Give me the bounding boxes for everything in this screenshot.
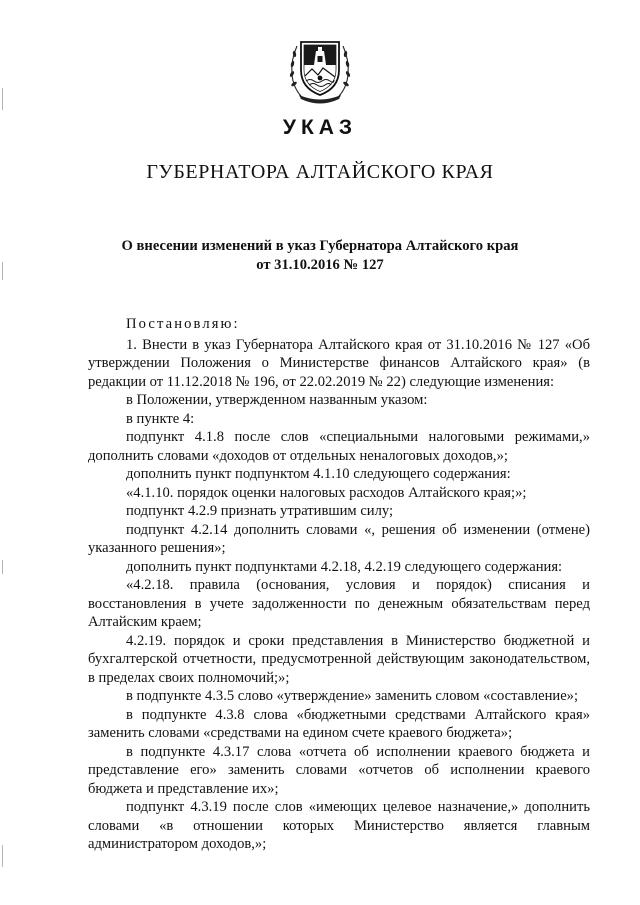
paragraph-11: 4.2.19. порядок и сроки представления в Министерство бюджетной и бухгалтерской отчетности, предусмотренной действующим законодательством, в пределах своих полномочий;»; [88, 632, 590, 686]
paragraph-14: в подпункте 4.3.17 слова «отчета об исполнении краевого бюджета и представление его» заменить словами «отчетов об исполнении краевого бюджета и представление их»; [88, 743, 590, 797]
paragraph-9: дополнить пункт подпунктами 4.2.18, 4.2.19 следующего содержания: [126, 558, 563, 575]
altai-krai-coat-of-arms-icon [287, 32, 353, 106]
paragraph-3: в пункте 4: [126, 410, 195, 427]
paragraph-2: в Положении, утвержденном названным указом: [126, 392, 428, 408]
scan-artifact [2, 560, 3, 574]
document-type-title: УКАЗ [282, 116, 358, 139]
document-heading [90, 237, 550, 275]
paragraph-1: 1. Внести в указ Губернатора Алтайского края от 31.10.2016 № 127 «Об утверждении Положения о Министерстве финансов Алтайского края» (в редакции от 11.12.2018 № 196, от 22.02.2019 № 22) следующие изменения: [88, 336, 590, 390]
scan-artifact [2, 262, 3, 280]
decree-word: Постановляю: [126, 316, 240, 332]
paragraph-13: в подпункте 4.3.8 слова «бюджетными средствами Алтайского края» заменить словами «средствами на едином счете краевого бюджета»; [88, 706, 590, 741]
heading-line-1: О внесении изменений в указ Губернатора Алтайского края [121, 238, 519, 254]
paragraph-8: подпункт 4.2.14 дополнить словами «, решения об изменении (отмене) указанного решения»; [88, 521, 590, 556]
paragraph-12: в подпункте 4.3.5 слово «утверждение» заменить словом «составление»; [126, 688, 579, 704]
paragraph-4: подпункт 4.1.8 после слов «специальными налоговыми режимами,» дополнить словами «доходов от отдельных неналоговых доходов,»; [88, 429, 590, 464]
paragraph-10: «4.2.18. правила (основания, условия и порядок) списания и восстановления в учете задолженности по денежным обязательствам перед Алтайским краем; [88, 577, 590, 630]
scan-artifact [2, 845, 3, 867]
paragraph-15: подпункт 4.3.19 после слов «имеющих целевое назначение,» дополнить словами «в отношении которых Министерство является главным администратором доходов,»; [88, 799, 590, 852]
issuer-title: ГУБЕРНАТОРА АЛТАЙСКОГО КРАЯ [146, 161, 494, 183]
paragraph-7: подпункт 4.2.9 признать утратившим силу; [126, 503, 394, 519]
heading-line-2: от 31.10.2016 № 127 [256, 257, 384, 273]
paragraph-5: дополнить пункт подпунктом 4.1.10 следующего содержания: [126, 466, 511, 482]
scan-artifact [2, 88, 3, 110]
paragraph-6: «4.1.10. порядок оценки налоговых расходов Алтайского края;»; [126, 484, 527, 501]
document-body [88, 315, 590, 854]
